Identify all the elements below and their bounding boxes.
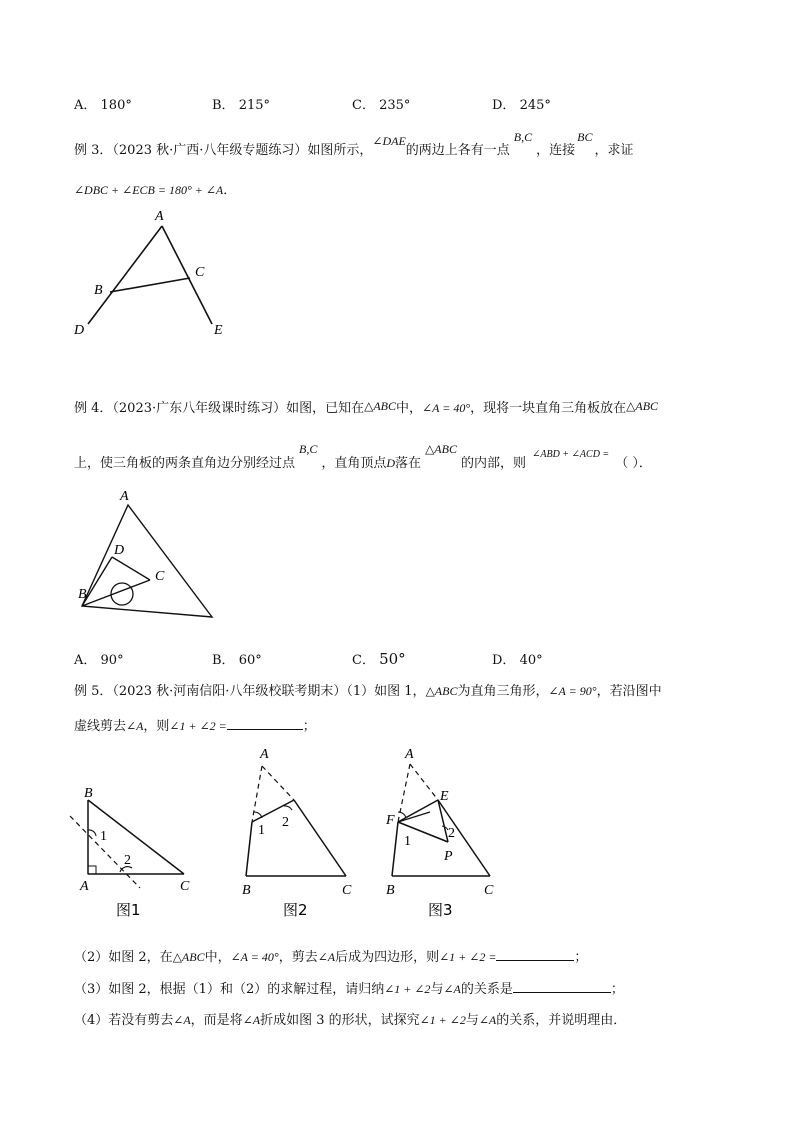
ex5-part3: （3）如图 2，根据（1）和（2）的求解过程，请归纳∠1 + ∠2与∠A的关系是 ； bbox=[74, 982, 624, 997]
fig3-label-e: E bbox=[440, 789, 449, 804]
ex4-option-d: D． 40° bbox=[492, 653, 543, 668]
ex3-line1: 例 3．（2023 秋·广西·八年级专题练习）如图所示，∠DAE的两边上各有一点B,C，连接BC，求证 bbox=[74, 130, 634, 158]
fig1-label-2: 2 bbox=[124, 853, 131, 868]
answer-blank-2[interactable] bbox=[496, 948, 574, 961]
fig3-label-p: P bbox=[444, 849, 453, 864]
fig1-label-1: 1 bbox=[100, 829, 107, 844]
ex4-label-d: D bbox=[114, 543, 125, 558]
ex3-label-c: C bbox=[195, 265, 205, 280]
ex3-label-b: B bbox=[94, 283, 103, 298]
option-c: C． 235° bbox=[352, 98, 411, 113]
answer-blank-3[interactable] bbox=[513, 980, 611, 993]
fig2-label-a: A bbox=[260, 747, 269, 762]
ex4-line2: 上，使三角板的两条直角边分别经过点B,C，直角顶点D落在△ABC的内部，则$^{\angle ABD + \angle ACD =}$（ ）． bbox=[74, 442, 652, 471]
fig3-label-1: 1 bbox=[404, 834, 411, 849]
fig2-label-1: 1 bbox=[258, 823, 265, 838]
ex3-label-a: A bbox=[155, 209, 164, 224]
ex5-line2: 虚线剪去∠A，则∠1 + ∠2 = ； bbox=[74, 719, 316, 734]
fig1-label-c: C bbox=[180, 879, 190, 894]
ex4-line1: 例 4．（2023·广东八年级课时练习）如图，已知在△ABC中，∠A = 40°，现将一块直角三角板放在△ABC bbox=[74, 399, 659, 416]
fig1-label-a: A bbox=[80, 879, 89, 894]
fig2-label-b: B bbox=[242, 883, 251, 898]
ex4-option-b: B． 60° bbox=[212, 653, 262, 668]
fig3-label-a: A bbox=[405, 747, 414, 762]
ex3-label-d: D bbox=[74, 323, 85, 338]
ex4-label-c: C bbox=[155, 569, 165, 584]
ex4-label-b: B bbox=[78, 587, 87, 602]
ex5-figure-2 bbox=[242, 747, 352, 919]
ex5-line1: 例 5．（2023 秋·河南信阳·八年级校联考期末）（1）如图 1，△ABC为直角三角形，∠A = 90°，若沿图中 bbox=[74, 684, 662, 699]
ex5-figure-3 bbox=[385, 747, 494, 919]
option-a: A． 180° bbox=[74, 98, 132, 113]
ex4-option-a: A． 90° bbox=[74, 653, 124, 668]
ex5-figure-1 bbox=[70, 786, 190, 919]
fig2-label-2: 2 bbox=[282, 815, 289, 830]
option-b: B． 215° bbox=[212, 98, 271, 113]
fig2-label-c: C bbox=[342, 883, 352, 898]
fig1-label-b: B bbox=[84, 786, 93, 801]
ex3-label-e: E bbox=[214, 323, 223, 338]
fig2-caption: 图2 bbox=[283, 901, 308, 919]
fig1-caption: 图1 bbox=[116, 901, 141, 919]
ex5-part4: （4）若没有剪去∠A，而是将∠A折成如图 3 的形状，试探究∠1 + ∠2与∠A的关系，并说明理由． bbox=[74, 1013, 627, 1028]
ex4-option-c: C． 50° bbox=[352, 650, 406, 668]
fig3-caption: 图3 bbox=[428, 901, 453, 919]
option-d: D． 245° bbox=[492, 98, 551, 113]
fig3-label-2: 2 bbox=[448, 826, 455, 841]
ex3-line2: ∠DBC + ∠ECB = 180° + ∠A． bbox=[74, 183, 237, 198]
ex4-label-a: A bbox=[120, 489, 129, 504]
fig3-label-b: B bbox=[386, 883, 395, 898]
fig3-label-f: F bbox=[386, 813, 395, 828]
ex5-part2: （2）如图 2，在△ABC中，∠A = 40°，剪去∠A后成为四边形，则∠1 + ∠2 = ； bbox=[74, 950, 588, 965]
fig3-label-c: C bbox=[484, 883, 494, 898]
